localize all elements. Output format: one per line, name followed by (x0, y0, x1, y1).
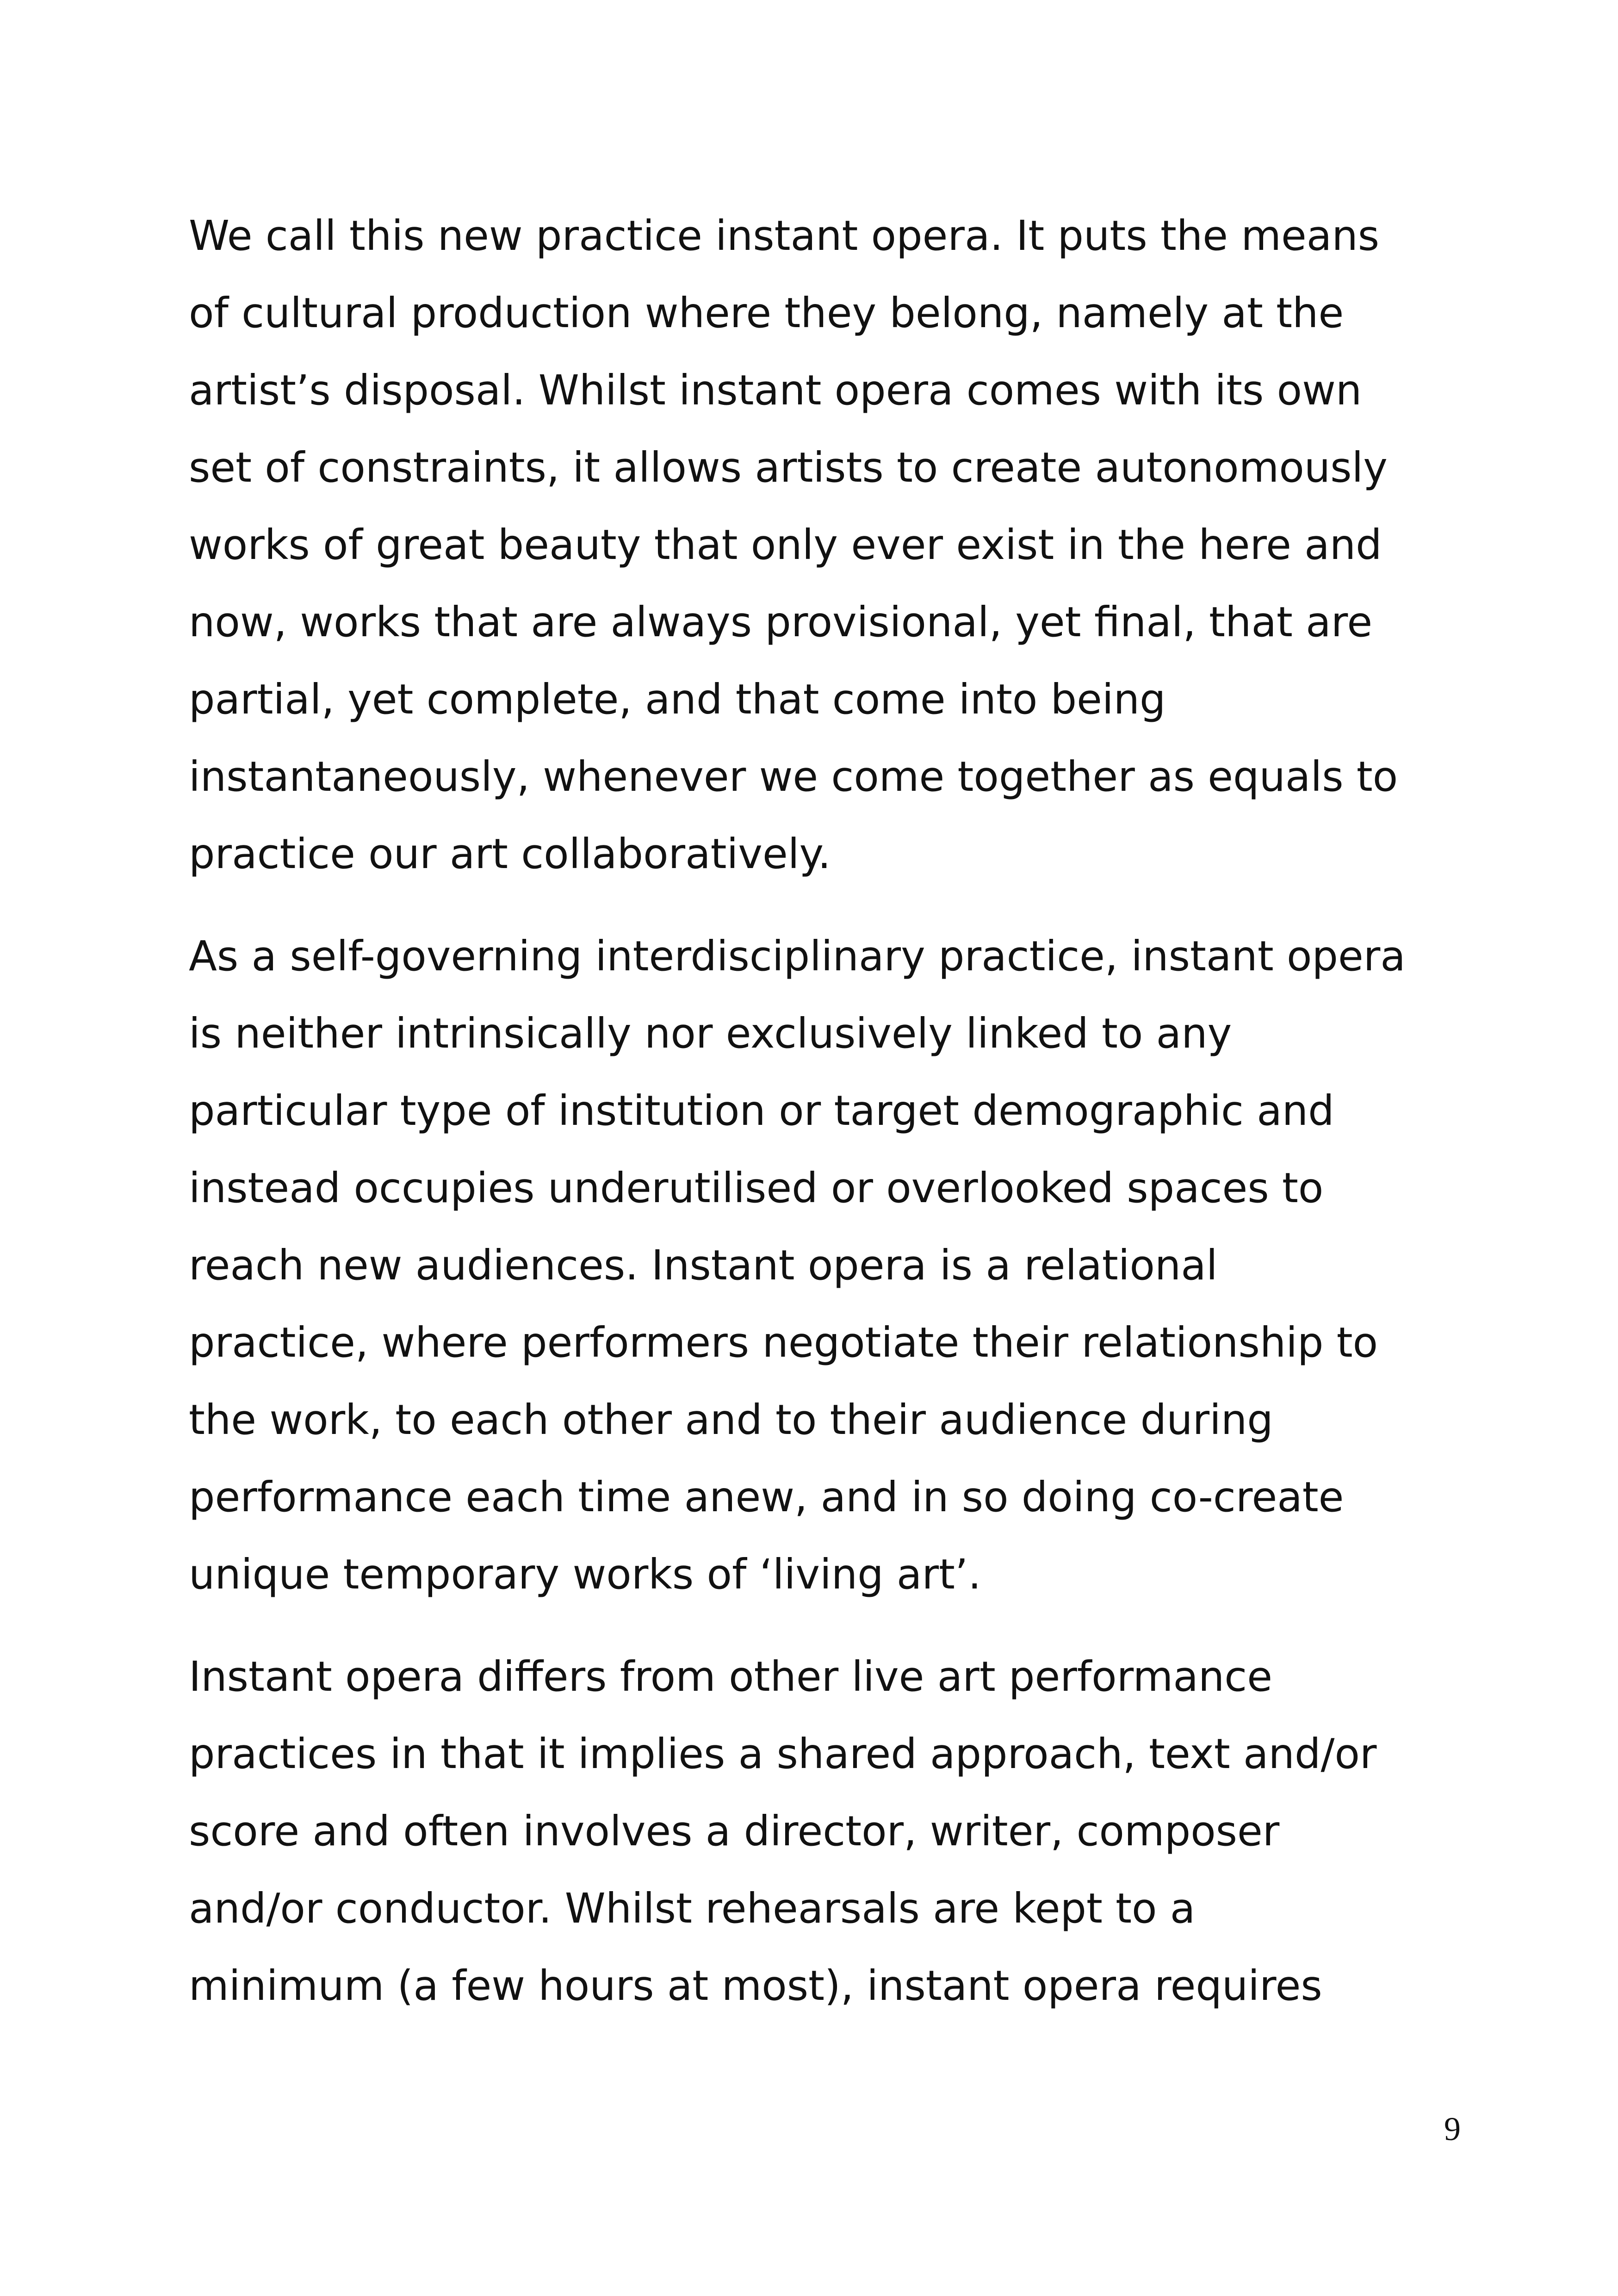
text-line: practice, where performers negotiate their relationship to (189, 1318, 1378, 1366)
paragraph-1 (189, 197, 1466, 893)
text-line: minimum (a few hours at most), instant opera requires (189, 1961, 1322, 2010)
text-line: of cultural production where they belong, namely at the (189, 289, 1344, 337)
text-line: practices in that it implies a shared approach, text and/or (189, 1730, 1377, 1778)
text-line: unique temporary works of ‘living art’. (189, 1550, 981, 1598)
text-line: reach new audiences. Instant opera is a relational (189, 1241, 1218, 1289)
paragraph-2 (189, 918, 1466, 1613)
text-line: now, works that are always provisional, yet final, that are (189, 598, 1373, 646)
text-line: and/or conductor. Whilst rehearsals are kept to a (189, 1884, 1196, 1932)
text-line: As a self-governing interdisciplinary practice, instant opera (189, 932, 1406, 980)
text-line: We call this new practice instant opera. It puts the means (189, 211, 1380, 260)
body-text (189, 197, 1466, 2049)
text-line: instead occupies underutilised or overlooked spaces to (189, 1164, 1324, 1212)
text-line: practice our art collaboratively. (189, 830, 831, 878)
paragraph-3 (189, 1638, 1466, 2024)
text-line: particular type of institution or target demographic and (189, 1086, 1334, 1135)
text-line: Instant opera differs from other live art performance (189, 1652, 1272, 1700)
text-line: works of great beauty that only ever exist in the here and (189, 521, 1382, 569)
text-line: set of constraints, it allows artists to create autonomously (189, 443, 1388, 491)
text-line: artist’s disposal. Whilst instant opera comes with its own (189, 366, 1362, 414)
text-line: partial, yet complete, and that come into being (189, 675, 1166, 723)
text-line: score and often involves a director, writer, composer (189, 1807, 1280, 1855)
page-number: 9 (1444, 2110, 1461, 2147)
text-line: the work, to each other and to their audience during (189, 1396, 1273, 1444)
text-line: is neither intrinsically nor exclusively linked to any (189, 1009, 1232, 1057)
text-line: performance each time anew, and in so doing co-create (189, 1473, 1344, 1521)
text-line: instantaneously, whenever we come together as equals to (189, 752, 1398, 800)
